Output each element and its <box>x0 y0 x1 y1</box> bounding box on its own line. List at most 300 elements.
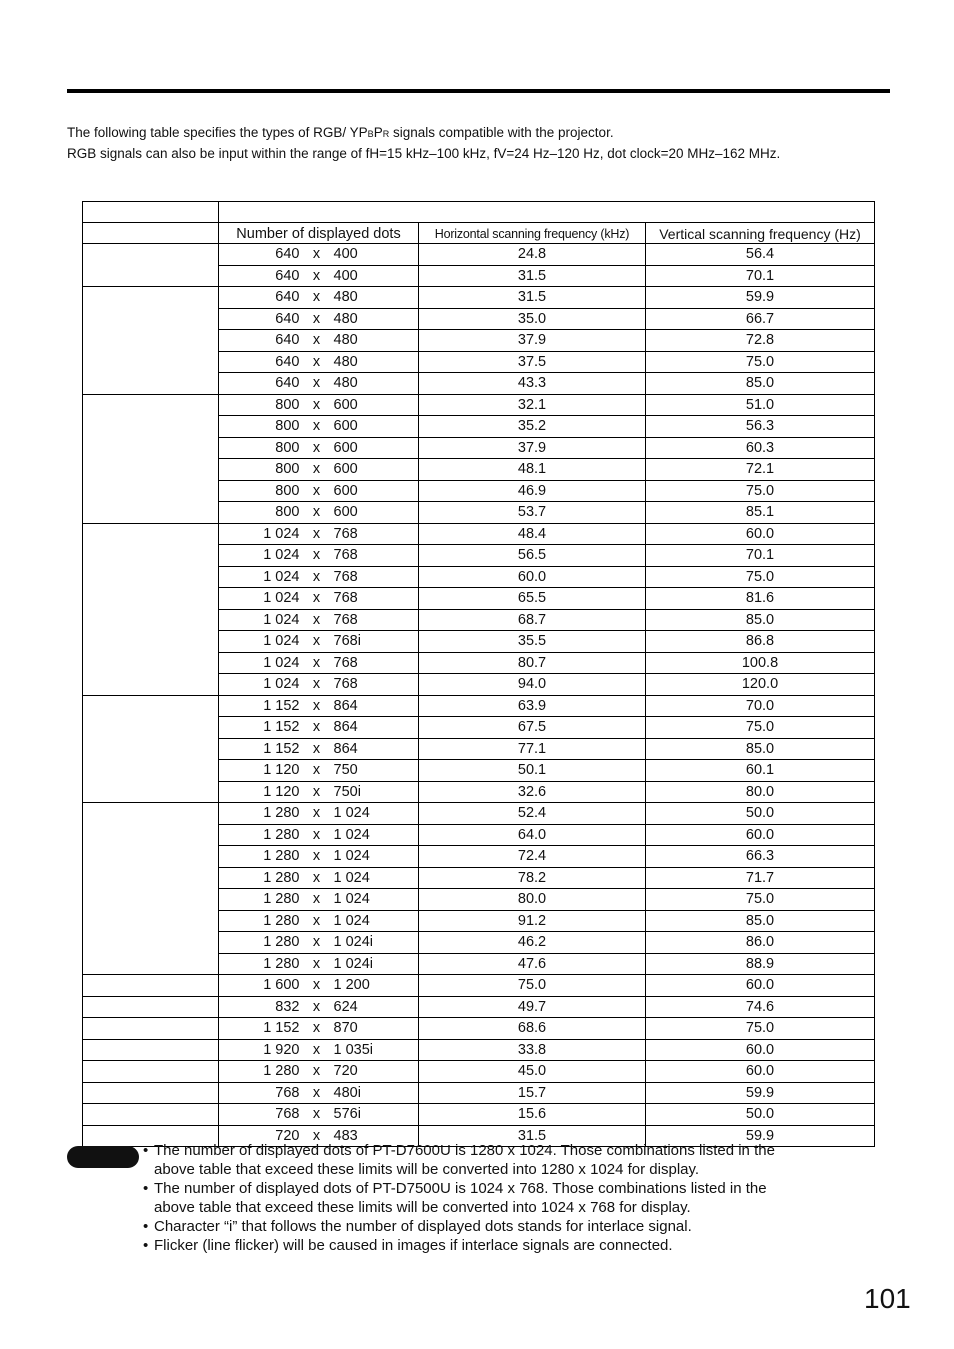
horizontal-frequency-cell: 78.2 <box>419 867 646 889</box>
horizontal-frequency-cell: 75.0 <box>419 975 646 997</box>
dots-height: 480i <box>333 1084 361 1101</box>
dots-height: 870 <box>333 1020 358 1036</box>
dots-width: 640 <box>275 267 300 284</box>
dots-height: 600 <box>333 461 358 477</box>
horizontal-frequency-cell: 24.8 <box>419 244 646 266</box>
dots-width: 800 <box>275 504 300 520</box>
dots-times: x <box>312 461 321 477</box>
dots-height: 1 024i <box>333 934 374 950</box>
dots-times: x <box>312 762 321 778</box>
dots-width: 640 <box>275 332 300 348</box>
dots-times: x <box>312 1084 321 1101</box>
dots-height: 768 <box>333 676 358 692</box>
dots-width: 1 024 <box>263 633 300 649</box>
dots-height: 768 <box>333 525 358 542</box>
vertical-frequency-cell: 81.6 <box>646 588 875 610</box>
dots-height: 600 <box>333 482 358 499</box>
horizontal-frequency-cell: 46.2 <box>419 932 646 954</box>
signal-group-cell <box>83 695 219 803</box>
vertical-frequency-cell: 85.1 <box>646 502 875 524</box>
dots-width: 800 <box>275 461 300 477</box>
dots-height: 483 <box>333 1127 358 1144</box>
vertical-frequency-cell: 74.6 <box>646 996 875 1018</box>
vertical-frequency-cell: 72.1 <box>646 459 875 481</box>
dots-cell <box>219 867 419 889</box>
intro-text <box>67 123 907 164</box>
dots-height: 600 <box>333 439 358 456</box>
horizontal-frequency-cell: 37.5 <box>419 351 646 373</box>
dots-cell <box>219 459 419 481</box>
dots-cell <box>219 416 419 438</box>
dots-height: 1 024 <box>333 848 370 864</box>
dots-cell <box>219 760 419 782</box>
dots-width: 800 <box>275 418 300 434</box>
dots-times: x <box>312 1106 321 1122</box>
signal-group-cell <box>83 394 219 523</box>
dots-times: x <box>312 267 321 284</box>
dots-height: 864 <box>333 740 358 757</box>
horizontal-frequency-cell: 32.6 <box>419 781 646 803</box>
vertical-frequency-cell: 59.9 <box>646 287 875 309</box>
signal-group-cell <box>83 1104 219 1126</box>
dots-cell <box>219 781 419 803</box>
dots-times: x <box>312 955 321 972</box>
dots-cell <box>219 244 419 266</box>
dots-height: 1 024 <box>333 869 370 886</box>
dots-height: 750 <box>333 762 358 778</box>
bullet: • <box>143 1180 149 1197</box>
dots-times: x <box>312 826 321 843</box>
horizontal-frequency-cell: 60.0 <box>419 566 646 588</box>
dots-width: 1 280 <box>263 826 300 843</box>
bullet: • <box>143 1218 149 1235</box>
dots-times: x <box>312 353 321 370</box>
horizontal-frequency-cell: 94.0 <box>419 674 646 696</box>
dots-height: 768 <box>333 590 358 606</box>
note-line: Flicker (line flicker) will be caused in images if interlace signals are connected. <box>154 1237 673 1254</box>
vertical-frequency-cell: 85.0 <box>646 738 875 760</box>
dots-height: 1 024 <box>333 805 370 821</box>
table-row <box>83 975 875 997</box>
dots-width: 720 <box>275 1127 300 1144</box>
horizontal-frequency-cell: 91.2 <box>419 910 646 932</box>
dots-times: x <box>312 1127 321 1144</box>
dots-height: 720 <box>333 1063 358 1079</box>
signal-group-cell <box>83 287 219 395</box>
vertical-frequency-cell: 86.8 <box>646 631 875 653</box>
horizontal-frequency-cell: 46.9 <box>419 480 646 502</box>
vertical-frequency-cell: 50.0 <box>646 803 875 825</box>
vertical-frequency-cell: 51.0 <box>646 394 875 416</box>
vertical-frequency-cell: 85.0 <box>646 910 875 932</box>
vertical-frequency-cell: 60.3 <box>646 437 875 459</box>
header-vertical-frequency: Vertical scanning frequency (Hz) <box>646 223 875 244</box>
dots-height: 1 024 <box>333 826 370 843</box>
note-line: The number of displayed dots of PT-D7600U is 1280 x 1024. Those combinations listed in the <box>154 1142 775 1159</box>
dots-times: x <box>312 396 321 413</box>
table-row <box>83 1018 875 1040</box>
table-row <box>83 1061 875 1083</box>
dots-times: x <box>312 1041 321 1058</box>
table-row <box>83 523 875 545</box>
dots-cell <box>219 480 419 502</box>
note-line: above table that exceed these limits will be converted into 1024 x 768 for display. <box>154 1199 691 1216</box>
dots-cell <box>219 523 419 545</box>
dots-cell <box>219 545 419 567</box>
dots-times: x <box>312 482 321 499</box>
blank-cell <box>219 202 875 223</box>
dots-times: x <box>312 418 321 434</box>
dots-width: 768 <box>275 1084 300 1101</box>
dots-times: x <box>312 1020 321 1036</box>
vertical-frequency-cell: 60.1 <box>646 760 875 782</box>
dots-height: 1 024 <box>333 912 370 929</box>
table-header-row <box>83 223 875 244</box>
dots-cell <box>219 1039 419 1061</box>
dots-height: 1 024i <box>333 955 374 972</box>
dots-times: x <box>312 633 321 649</box>
horizontal-frequency-cell: 63.9 <box>419 695 646 717</box>
vertical-frequency-cell: 70.0 <box>646 695 875 717</box>
dots-cell <box>219 1018 419 1040</box>
horizontal-frequency-cell: 77.1 <box>419 738 646 760</box>
dots-width: 1 600 <box>263 977 300 993</box>
dots-width: 1 024 <box>263 568 300 585</box>
dots-height: 1 024 <box>333 891 370 907</box>
vertical-frequency-cell: 59.9 <box>646 1082 875 1104</box>
signal-group-cell <box>83 1018 219 1040</box>
dots-height: 768i <box>333 633 361 649</box>
top-rule <box>67 89 890 93</box>
vertical-frequency-cell: 60.0 <box>646 975 875 997</box>
dots-height: 624 <box>333 998 358 1015</box>
dots-times: x <box>312 246 321 262</box>
horizontal-frequency-cell: 68.6 <box>419 1018 646 1040</box>
dots-cell <box>219 910 419 932</box>
dots-width: 1 280 <box>263 1063 300 1079</box>
dots-cell <box>219 308 419 330</box>
table-row <box>83 244 875 266</box>
dots-width: 1 024 <box>263 590 300 606</box>
horizontal-frequency-cell: 68.7 <box>419 609 646 631</box>
dots-height: 400 <box>333 267 358 284</box>
dots-height: 600 <box>333 504 358 520</box>
dots-height: 864 <box>333 697 358 714</box>
bullet: • <box>143 1142 149 1159</box>
dots-width: 832 <box>275 998 300 1015</box>
dots-height: 768 <box>333 611 358 628</box>
vertical-frequency-cell: 72.8 <box>646 330 875 352</box>
dots-times: x <box>312 934 321 950</box>
dots-times: x <box>312 998 321 1015</box>
dots-width: 768 <box>275 1106 300 1122</box>
horizontal-frequency-cell: 31.5 <box>419 265 646 287</box>
dots-times: x <box>312 676 321 692</box>
dots-times: x <box>312 848 321 864</box>
horizontal-frequency-cell: 49.7 <box>419 996 646 1018</box>
dots-width: 1 280 <box>263 869 300 886</box>
table-row <box>83 1104 875 1126</box>
table-row <box>83 287 875 309</box>
dots-times: x <box>312 504 321 520</box>
horizontal-frequency-cell: 52.4 <box>419 803 646 825</box>
dots-width: 1 280 <box>263 955 300 972</box>
vertical-frequency-cell: 75.0 <box>646 351 875 373</box>
dots-width: 640 <box>275 310 300 327</box>
note-item <box>143 1236 843 1255</box>
dots-cell <box>219 1104 419 1126</box>
vertical-frequency-cell: 60.0 <box>646 1061 875 1083</box>
dots-width: 640 <box>275 289 300 305</box>
dots-width: 640 <box>275 246 300 262</box>
dots-cell <box>219 717 419 739</box>
dots-times: x <box>312 977 321 993</box>
horizontal-frequency-cell: 31.5 <box>419 1125 646 1147</box>
dots-cell <box>219 437 419 459</box>
dots-width: 1 152 <box>263 697 300 714</box>
dots-width: 1 280 <box>263 912 300 929</box>
horizontal-frequency-cell: 80.7 <box>419 652 646 674</box>
dots-cell <box>219 889 419 911</box>
table-row <box>83 695 875 717</box>
signal-group-cell <box>83 1039 219 1061</box>
intro-line-2: RGB signals can also be input within the range of fH=15 kHz–100 kHz, fV=24 Hz–120 Hz, dot clock=20 MHz–162 MHz. <box>67 146 781 161</box>
vertical-frequency-cell: 50.0 <box>646 1104 875 1126</box>
dots-width: 1 280 <box>263 805 300 821</box>
signal-group-cell <box>83 1061 219 1083</box>
horizontal-frequency-cell: 37.9 <box>419 437 646 459</box>
dots-height: 768 <box>333 547 358 563</box>
dots-width: 1 280 <box>263 891 300 907</box>
dots-times: x <box>312 289 321 305</box>
dots-cell <box>219 803 419 825</box>
horizontal-frequency-cell: 45.0 <box>419 1061 646 1083</box>
dots-height: 864 <box>333 719 358 735</box>
dots-times: x <box>312 611 321 628</box>
dots-width: 1 280 <box>263 848 300 864</box>
dots-times: x <box>312 912 321 929</box>
horizontal-frequency-cell: 48.1 <box>419 459 646 481</box>
dots-height: 600 <box>333 418 358 434</box>
dots-times: x <box>312 590 321 606</box>
note-line: Character “i” that follows the number of displayed dots stands for interlace signal. <box>154 1218 692 1235</box>
dots-width: 1 280 <box>263 934 300 950</box>
horizontal-frequency-cell: 56.5 <box>419 545 646 567</box>
vertical-frequency-cell: 75.0 <box>646 1018 875 1040</box>
vertical-frequency-cell: 60.0 <box>646 523 875 545</box>
note-item <box>143 1141 843 1179</box>
dots-width: 1 024 <box>263 525 300 542</box>
dots-cell <box>219 330 419 352</box>
intro-line-1: The following table specifies the types of RGB/ YPBPR signals compatible with the projector. <box>67 125 614 140</box>
dots-times: x <box>312 375 321 391</box>
signal-group-cell <box>83 803 219 975</box>
notes-list <box>143 1141 843 1255</box>
dots-width: 1 920 <box>263 1041 300 1058</box>
vertical-frequency-cell: 86.0 <box>646 932 875 954</box>
table-row <box>83 803 875 825</box>
dots-height: 1 200 <box>333 977 370 993</box>
horizontal-frequency-cell: 53.7 <box>419 502 646 524</box>
note-item <box>143 1179 843 1217</box>
dots-cell <box>219 1082 419 1104</box>
dots-cell <box>219 996 419 1018</box>
vertical-frequency-cell: 70.1 <box>646 265 875 287</box>
dots-cell <box>219 609 419 631</box>
dots-cell <box>219 394 419 416</box>
dots-times: x <box>312 310 321 327</box>
vertical-frequency-cell: 60.0 <box>646 824 875 846</box>
signal-group-cell <box>83 244 219 287</box>
dots-cell <box>219 1061 419 1083</box>
horizontal-frequency-cell: 47.6 <box>419 953 646 975</box>
horizontal-frequency-cell: 65.5 <box>419 588 646 610</box>
horizontal-frequency-cell: 32.1 <box>419 394 646 416</box>
dots-times: x <box>312 1063 321 1079</box>
dots-cell <box>219 373 419 395</box>
dots-times: x <box>312 332 321 348</box>
dots-times: x <box>312 439 321 456</box>
note-badge <box>67 1146 139 1168</box>
dots-height: 600 <box>333 396 358 413</box>
vertical-frequency-cell: 80.0 <box>646 781 875 803</box>
dots-width: 1 024 <box>263 676 300 692</box>
dots-width: 1 120 <box>263 762 300 778</box>
dots-cell <box>219 631 419 653</box>
dots-width: 800 <box>275 439 300 456</box>
horizontal-frequency-cell: 48.4 <box>419 523 646 545</box>
header-horizontal-frequency: Horizontal scanning frequency (kHz) <box>419 223 646 244</box>
vertical-frequency-cell: 100.8 <box>646 652 875 674</box>
dots-cell <box>219 932 419 954</box>
dots-width: 1 152 <box>263 740 300 757</box>
horizontal-frequency-cell: 31.5 <box>419 287 646 309</box>
vertical-frequency-cell: 56.4 <box>646 244 875 266</box>
dots-height: 768 <box>333 568 358 585</box>
dots-times: x <box>312 719 321 735</box>
dots-width: 1 024 <box>263 654 300 671</box>
dots-width: 800 <box>275 396 300 413</box>
vertical-frequency-cell: 75.0 <box>646 480 875 502</box>
signal-group-cell <box>83 1082 219 1104</box>
vertical-frequency-cell: 85.0 <box>646 373 875 395</box>
blank-cell <box>83 202 219 223</box>
note-item <box>143 1217 843 1236</box>
bullet: • <box>143 1237 149 1254</box>
vertical-frequency-cell: 75.0 <box>646 889 875 911</box>
dots-times: x <box>312 891 321 907</box>
dots-height: 480 <box>333 289 358 305</box>
note-line: above table that exceed these limits will be converted into 1280 x 1024 for display. <box>154 1161 700 1178</box>
dots-height: 480 <box>333 353 358 370</box>
dots-times: x <box>312 525 321 542</box>
horizontal-frequency-cell: 15.6 <box>419 1104 646 1126</box>
dots-cell <box>219 502 419 524</box>
dots-cell <box>219 738 419 760</box>
dots-cell <box>219 287 419 309</box>
dots-cell <box>219 652 419 674</box>
vertical-frequency-cell: 66.3 <box>646 846 875 868</box>
horizontal-frequency-cell: 80.0 <box>419 889 646 911</box>
vertical-frequency-cell: 59.9 <box>646 1125 875 1147</box>
table-top-blank-row <box>83 202 875 223</box>
header-dots: Number of displayed dots <box>219 223 419 244</box>
horizontal-frequency-cell: 43.3 <box>419 373 646 395</box>
page-number: 101 <box>864 1283 911 1314</box>
dots-height: 400 <box>333 246 358 262</box>
horizontal-frequency-cell: 72.4 <box>419 846 646 868</box>
vertical-frequency-cell: 75.0 <box>646 717 875 739</box>
dots-width: 640 <box>275 375 300 391</box>
horizontal-frequency-cell: 37.9 <box>419 330 646 352</box>
dots-height: 576i <box>333 1106 361 1122</box>
dots-cell <box>219 265 419 287</box>
dots-width: 1 024 <box>263 547 300 563</box>
horizontal-frequency-cell: 15.7 <box>419 1082 646 1104</box>
dots-times: x <box>312 547 321 563</box>
vertical-frequency-cell: 70.1 <box>646 545 875 567</box>
dots-height: 480 <box>333 332 358 348</box>
horizontal-frequency-cell: 67.5 <box>419 717 646 739</box>
signal-table <box>82 201 875 1147</box>
dots-width: 640 <box>275 353 300 370</box>
dots-cell <box>219 588 419 610</box>
header-blank-cell <box>83 223 219 244</box>
dots-times: x <box>312 805 321 821</box>
dots-width: 1 152 <box>263 1020 300 1036</box>
dots-cell <box>219 846 419 868</box>
dots-times: x <box>312 697 321 714</box>
dots-cell <box>219 975 419 997</box>
dots-cell <box>219 674 419 696</box>
vertical-frequency-cell: 71.7 <box>646 867 875 889</box>
signal-group-cell <box>83 975 219 997</box>
dots-width: 800 <box>275 482 300 499</box>
dots-height: 768 <box>333 654 358 671</box>
horizontal-frequency-cell: 50.1 <box>419 760 646 782</box>
dots-width: 1 024 <box>263 611 300 628</box>
vertical-frequency-cell: 66.7 <box>646 308 875 330</box>
horizontal-frequency-cell: 33.8 <box>419 1039 646 1061</box>
table-row <box>83 1082 875 1104</box>
vertical-frequency-cell: 120.0 <box>646 674 875 696</box>
dots-times: x <box>312 740 321 757</box>
dots-height: 480 <box>333 375 358 391</box>
signal-group-cell <box>83 523 219 695</box>
dots-cell <box>219 351 419 373</box>
table-row <box>83 394 875 416</box>
dots-times: x <box>312 783 321 800</box>
note-line: The number of displayed dots of PT-D7500U is 1024 x 768. Those combinations listed in the <box>154 1180 767 1197</box>
dots-cell <box>219 695 419 717</box>
table-row <box>83 1039 875 1061</box>
vertical-frequency-cell: 85.0 <box>646 609 875 631</box>
horizontal-frequency-cell: 35.0 <box>419 308 646 330</box>
vertical-frequency-cell: 56.3 <box>646 416 875 438</box>
dots-times: x <box>312 654 321 671</box>
dots-cell <box>219 566 419 588</box>
signal-group-cell <box>83 996 219 1018</box>
dots-width: 1 120 <box>263 783 300 800</box>
dots-height: 480 <box>333 310 358 327</box>
dots-times: x <box>312 869 321 886</box>
horizontal-frequency-cell: 35.5 <box>419 631 646 653</box>
vertical-frequency-cell: 88.9 <box>646 953 875 975</box>
table-row <box>83 996 875 1018</box>
dots-cell <box>219 824 419 846</box>
horizontal-frequency-cell: 35.2 <box>419 416 646 438</box>
dots-cell <box>219 953 419 975</box>
